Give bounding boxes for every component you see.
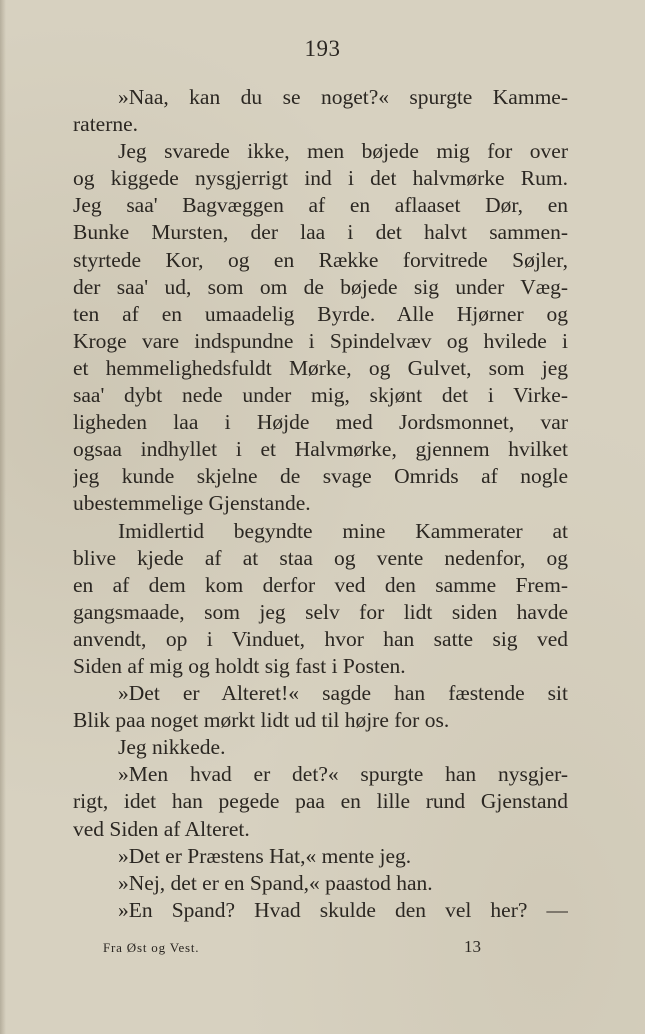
body-text: [73, 84, 568, 924]
text-line: Jeg svarede ikke, men bøjede mig for over: [118, 139, 568, 164]
text-line: Jeg nikkede.: [118, 735, 226, 760]
text-line: jeg kunde skjelne de svage Omrids af nogle: [73, 464, 568, 489]
text-line: ved Siden af Alteret.: [73, 816, 250, 841]
text-line: »Nej, det er en Spand,« paastod han.: [118, 870, 433, 895]
footer-source: Fra Øst og Vest.: [103, 940, 200, 955]
text-line: ogsaa indhyllet i et Halvmørke, gjennem hvilket: [73, 437, 568, 462]
text-line: »Naa, kan du se noget?« spurgte Kamme-: [118, 85, 568, 109]
text-line: Siden af mig og holdt sig fast i Posten.: [73, 653, 406, 678]
text-line: blive kjede af at staa og vente nedenfor, og: [73, 545, 568, 570]
text-line: »Det er Præstens Hat,« mente jeg.: [118, 843, 412, 868]
text-line: Jeg saa' Bagvæggen af en aflaaset Dør, en: [73, 193, 568, 218]
text-line: ubestemmelige Gjenstande.: [73, 491, 311, 516]
text-line: rigt, idet han pegede paa en lille rund Gjenstand: [73, 789, 568, 814]
page-edge-shadow: [0, 0, 6, 1034]
text-line: styrtede Kor, og en Række forvitrede Søjler,: [73, 247, 568, 272]
text-line: anvendt, op i Vinduet, hvor han satte sig ved: [73, 626, 568, 651]
text-line: en af dem kom derfor ved den samme Frem-: [73, 572, 568, 597]
text-line: der saa' ud, som om de bøjede sig under Væg-: [73, 274, 568, 299]
text-line: »Men hvad er det?« spurgte han nysgjer-: [118, 762, 568, 787]
text-line: og kiggede nysgjerrigt ind i det halvmørke Rum.: [73, 166, 568, 191]
text-line: ligheden laa i Højde med Jordsmonnet, var: [73, 410, 568, 435]
text-line: gangsmaade, som jeg selv for lidt siden havde: [73, 599, 568, 624]
text-line: ten af en umaadelig Byrde. Alle Hjørner og: [73, 301, 568, 326]
text-line: Imidlertid begyndte mine Kammerater at: [118, 518, 568, 543]
page-number: 193: [304, 36, 341, 61]
text-line: Bunke Mursten, der laa i det halvt sammen-: [73, 220, 568, 245]
text-line: »Det er Alteret!« sagde han fæstende sit: [118, 681, 568, 706]
text-line: et hemmelighedsfuldt Mørke, og Gulvet, som jeg: [73, 355, 568, 380]
text-line: raterne.: [73, 112, 139, 137]
footer-signature: 13: [464, 937, 481, 956]
text-line: Blik paa noget mørkt lidt ud til højre for os.: [73, 708, 450, 733]
text-line: Kroge vare indspundne i Spindelvæv og hvilede i: [73, 328, 568, 353]
text-line: »En Spand? Hvad skulde den vel her? —: [118, 897, 568, 922]
text-line: saa' dybt nede under mig, skjønt det i Virke-: [73, 383, 568, 408]
